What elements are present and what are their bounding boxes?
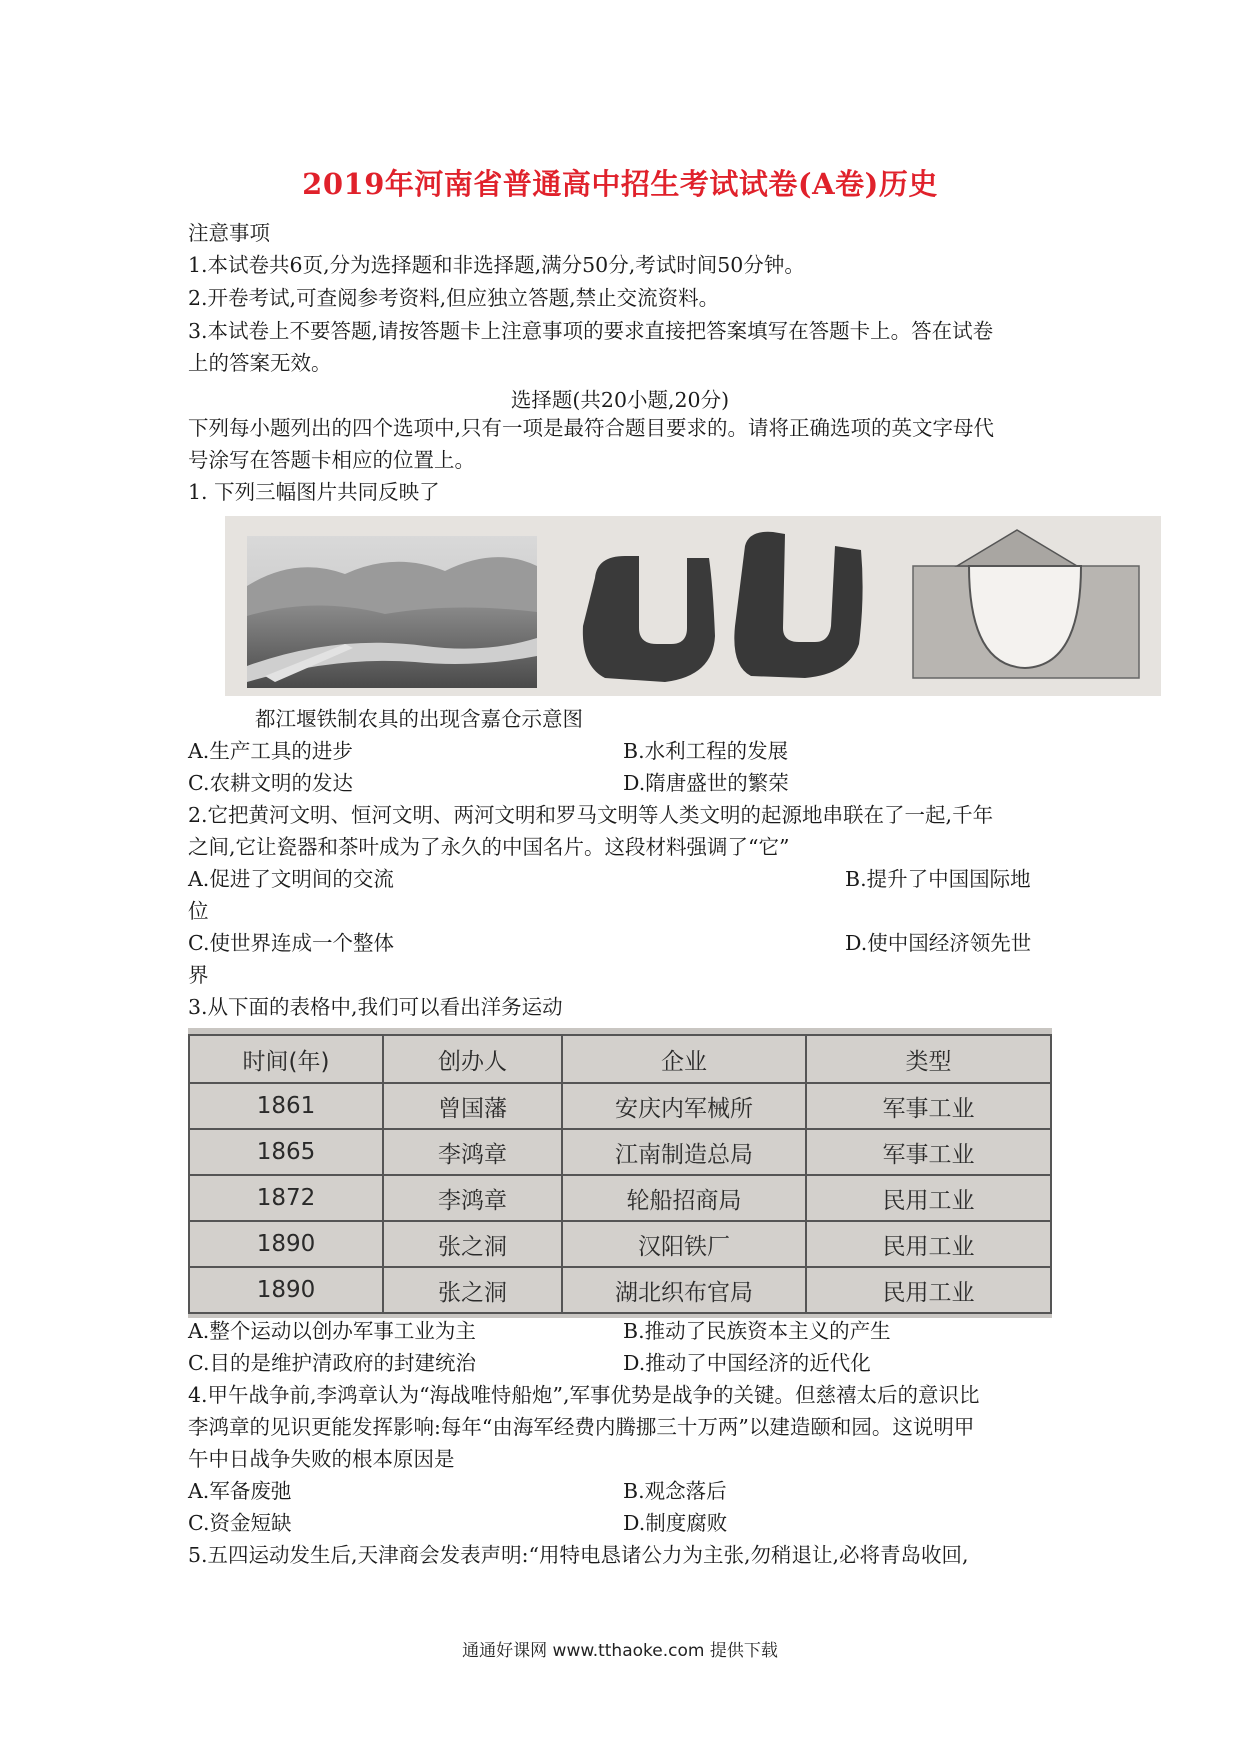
- notice-heading: 注意事项: [188, 221, 270, 245]
- table-row: [189, 1129, 1051, 1175]
- q4-option-a[interactable]: A.军备废弛: [188, 1479, 292, 1503]
- table-cell: 汉阳铁厂: [562, 1221, 806, 1267]
- q4-option-b[interactable]: B.观念落后: [623, 1479, 727, 1503]
- notice-item: 上的答案无效。: [188, 351, 332, 375]
- table-cell: 张之洞: [383, 1267, 562, 1313]
- q2-stem: 之间,它让瓷器和茶叶成为了永久的中国名片。这段材料强调了“它”: [188, 835, 790, 859]
- table-cell: 1865: [189, 1129, 383, 1175]
- q2-option-c[interactable]: C.使世界连成一个整体: [188, 931, 394, 955]
- section-instruction: 下列每小题列出的四个选项中,只有一项是最符合题目要求的。请将正确选项的英文字母代: [188, 416, 995, 440]
- q1-option-a[interactable]: A.生产工具的进步: [188, 739, 353, 763]
- table-cell: 1872: [189, 1175, 383, 1221]
- notice-item: 3.本试卷上不要答题,请按答题卡上注意事项的要求直接把答案填写在答题卡上。答在试卷: [188, 319, 994, 343]
- q1-images: [225, 516, 1161, 696]
- q1-option-d[interactable]: D.隋唐盛世的繁荣: [623, 771, 789, 795]
- q5-stem: 5.五四运动发生后,天津商会发表声明:“用特电恳诸公力为主张,勿稍退让,必将青岛收回,: [188, 1543, 969, 1567]
- q4-stem: 4.甲午战争前,李鸿章认为“海战唯恃船炮”,军事优势是战争的关键。但慈禧太后的意识比: [188, 1383, 980, 1407]
- q4-stem: 午中日战争失败的根本原因是: [188, 1447, 455, 1471]
- q1-caption: 都江堰铁制农具的出现含嘉仓示意图: [255, 707, 583, 731]
- q2-option-d[interactable]: D.使中国经济领先世: [845, 931, 1032, 955]
- table-cell: 轮船招商局: [562, 1175, 806, 1221]
- q2-option-b-wrap: 位: [188, 899, 209, 923]
- dujiangyan-photo: [247, 536, 537, 688]
- table-cell: 民用工业: [806, 1221, 1051, 1267]
- notice-item: 2.开卷考试,可查阅参考资料,但应独立答题,禁止交流资料。: [188, 286, 720, 310]
- notice-item: 1.本试卷共6页,分为选择题和非选择题,满分50分,考试时间50分钟。: [188, 253, 805, 277]
- q4-stem: 李鸿章的见识更能发挥影响:每年“由海军经费内腾挪三十万两”以建造颐和园。这说明甲: [188, 1415, 975, 1439]
- section-instruction: 号涂写在答题卡相应的位置上。: [188, 448, 475, 472]
- q1-stem: 1. 下列三幅图片共同反映了: [188, 480, 440, 504]
- table-cell: 1861: [189, 1083, 383, 1129]
- granary-diagram: [913, 530, 1139, 678]
- table-cell: 1890: [189, 1267, 383, 1313]
- table-row: [189, 1267, 1051, 1313]
- q3-option-a[interactable]: A.整个运动以创办军事工业为主: [188, 1319, 476, 1343]
- table-cell: 曾国藩: [383, 1083, 562, 1129]
- q2-stem: 2.它把黄河文明、恒河文明、两河文明和罗马文明等人类文明的起源地串联在了一起,千年: [188, 803, 994, 827]
- q3-option-c[interactable]: C.目的是维护清政府的封建统治: [188, 1351, 476, 1375]
- table-cell: 安庆内军械所: [562, 1083, 806, 1129]
- table-row: [189, 1083, 1051, 1129]
- q3-option-b[interactable]: B.推动了民族资本主义的产生: [623, 1319, 891, 1343]
- q1-image-strip: [225, 516, 1161, 696]
- table-cell: 1890: [189, 1221, 383, 1267]
- table-cell: 李鸿章: [383, 1175, 562, 1221]
- table-header: 类型: [806, 1035, 1051, 1083]
- table-row: [189, 1221, 1051, 1267]
- table-header: 创办人: [383, 1035, 562, 1083]
- q3-option-d[interactable]: D.推动了中国经济的近代化: [623, 1351, 871, 1375]
- table-cell: 湖北织布官局: [562, 1267, 806, 1313]
- q4-option-d[interactable]: D.制度腐败: [623, 1511, 728, 1535]
- iron-tools-photo: [583, 532, 863, 682]
- q2-option-d-wrap: 界: [188, 963, 209, 987]
- q1-option-c[interactable]: C.农耕文明的发达: [188, 771, 353, 795]
- table-cell: 军事工业: [806, 1129, 1051, 1175]
- q1-option-b[interactable]: B.水利工程的发展: [623, 739, 789, 763]
- q4-option-c[interactable]: C.资金短缺: [188, 1511, 292, 1535]
- table-cell: 民用工业: [806, 1175, 1051, 1221]
- table-cell: 江南制造总局: [562, 1129, 806, 1175]
- exam-title: 2019年河南省普通高中招生考试试卷(A卷)历史: [302, 167, 938, 201]
- q2-option-a[interactable]: A.促进了文明间的交流: [188, 867, 394, 891]
- table-header: 时间(年): [189, 1035, 383, 1083]
- table-header: 企业: [562, 1035, 806, 1083]
- q2-option-b[interactable]: B.提升了中国国际地: [845, 867, 1031, 891]
- q3-table: [188, 1034, 1052, 1314]
- table-cell: 李鸿章: [383, 1129, 562, 1175]
- table-row: [189, 1175, 1051, 1221]
- table-cell: 军事工业: [806, 1083, 1051, 1129]
- table-header-row: [189, 1035, 1051, 1083]
- q3-stem: 3.从下面的表格中,我们可以看出洋务运动: [188, 995, 563, 1019]
- table-cell: 张之洞: [383, 1221, 562, 1267]
- page-footer: 通通好课网 www.tthaoke.com 提供下载: [462, 1641, 778, 1661]
- table-cell: 民用工业: [806, 1267, 1051, 1313]
- section-title: 选择题(共20小题,20分): [510, 388, 730, 412]
